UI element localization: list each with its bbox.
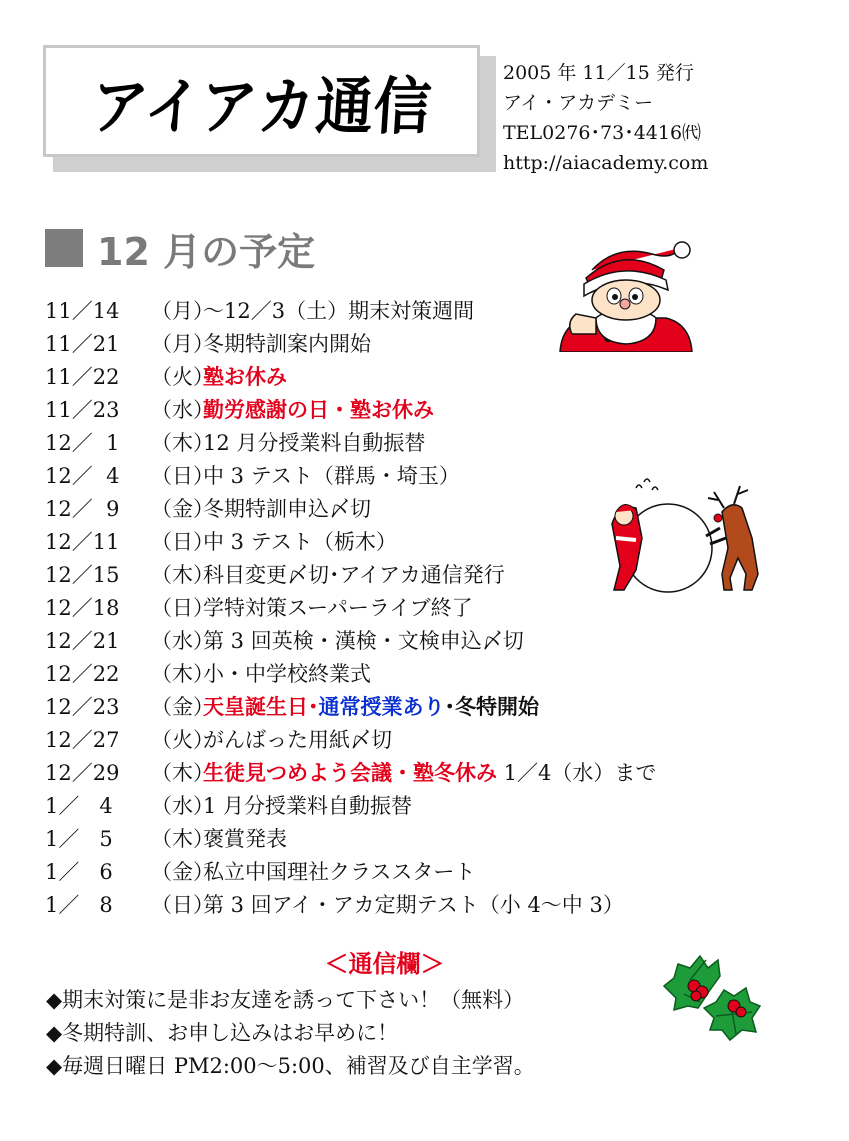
- notice-item: ◆毎週日曜日 PM2:00～5:00、補習及び自主学習。: [46, 1054, 535, 1078]
- schedule-day-of-week: （日）: [151, 596, 214, 620]
- schedule-event: [203, 724, 392, 757]
- schedule-date: 1／ 5: [45, 827, 113, 851]
- schedule-event: [203, 889, 624, 922]
- santa-icon: [556, 240, 696, 352]
- schedule-date: 12／15: [45, 563, 120, 587]
- notice-title: ＜通信欄＞: [324, 950, 445, 978]
- schedule-row: [45, 856, 656, 889]
- schedule-day-of-week: （木）: [151, 563, 214, 587]
- telephone: TEL0276･73･4416㈹: [503, 122, 702, 144]
- event-text: 天皇誕生日･: [203, 695, 319, 719]
- organization-name: アイ・アカデミー: [503, 92, 654, 114]
- schedule-date: 12／ 1: [45, 431, 120, 455]
- schedule-date: 12／29: [45, 761, 120, 785]
- schedule-event: [203, 427, 425, 460]
- schedule-row: [45, 460, 656, 493]
- schedule-event: [203, 823, 287, 856]
- schedule-row: [45, 592, 656, 625]
- schedule-row: [45, 394, 656, 427]
- schedule-day-of-week: （日）: [151, 893, 214, 917]
- schedule-event: [203, 460, 460, 493]
- snowball-reindeer-icon: [602, 478, 786, 596]
- schedule-day-of-week: （火）: [151, 728, 214, 752]
- website-url[interactable]: http://aiacademy.com: [503, 152, 709, 174]
- schedule-event: [203, 394, 434, 427]
- schedule-day-of-week: （木）: [151, 431, 214, 455]
- schedule-row: [45, 823, 656, 856]
- notice-item: ◆期末対策に是非お友達を誘って下さい！（無料）: [46, 988, 525, 1012]
- schedule-day-of-week: （水）: [151, 398, 214, 422]
- schedule-row: [45, 691, 656, 724]
- holly-icon: [660, 950, 764, 1042]
- schedule-event: [203, 691, 539, 724]
- schedule-event: [203, 559, 505, 592]
- schedule-row: [45, 361, 656, 394]
- schedule-date: 12／18: [45, 596, 120, 620]
- schedule-day-of-week: （水）: [151, 794, 214, 818]
- event-text: 通常授業あり: [318, 695, 445, 719]
- schedule-event: [203, 328, 371, 361]
- event-text: 第 3 回アイ・アカ定期テスト（小 4～中 3）: [203, 893, 624, 917]
- schedule-date: 12／ 9: [45, 497, 120, 521]
- event-text: 冬期特訓案内開始: [203, 332, 371, 356]
- schedule-date: 1／ 4: [45, 794, 113, 818]
- event-text: 小・中学校終業式: [203, 662, 371, 686]
- schedule-date: 12／27: [45, 728, 120, 752]
- event-text: がんばった用紙〆切: [203, 728, 392, 752]
- event-text: 科目変更〆切･アイアカ通信発行: [203, 563, 505, 587]
- schedule-day-of-week: （水）: [151, 629, 214, 653]
- schedule-row: [45, 724, 656, 757]
- schedule-event: [203, 790, 412, 823]
- event-text: ～12／3（土）期末対策週間: [203, 299, 475, 323]
- event-text: 勤労感謝の日・塾お休み: [203, 398, 434, 422]
- schedule-date: 1／ 6: [45, 860, 113, 884]
- schedule-event: [203, 757, 656, 790]
- schedule-date: 12／21: [45, 629, 120, 653]
- schedule-event: [203, 361, 287, 394]
- schedule-day-of-week: （金）: [151, 860, 214, 884]
- event-text: 1／4（水）まで: [497, 761, 657, 785]
- section-heading: [45, 224, 315, 272]
- header-info: [503, 58, 708, 178]
- schedule-event: [203, 856, 475, 889]
- schedule-row: [45, 526, 656, 559]
- schedule-row: [45, 493, 656, 526]
- notice-item: ◆冬期特訓、お申し込みはお早めに！: [46, 1021, 399, 1045]
- schedule-list: [45, 295, 656, 922]
- square-bullet-icon: [45, 229, 83, 267]
- schedule-date: 12／22: [45, 662, 120, 686]
- schedule-day-of-week: （日）: [151, 530, 214, 554]
- event-text: 学特対策スーパーライブ終了: [203, 596, 473, 620]
- event-text: 私立中国理社クラススタート: [203, 860, 476, 884]
- event-text: 中 3 テスト（栃木）: [203, 530, 397, 554]
- schedule-day-of-week: （火）: [151, 365, 214, 389]
- schedule-event: [203, 625, 524, 658]
- schedule-row: [45, 790, 656, 823]
- schedule-row: [45, 559, 656, 592]
- section-title: 12 月の予定: [97, 229, 316, 274]
- title-box: [43, 45, 480, 157]
- event-text: ･冬特開始: [444, 695, 539, 719]
- schedule-event: [203, 493, 371, 526]
- schedule-date: 12／ 4: [45, 464, 120, 488]
- schedule-event: [203, 658, 371, 691]
- schedule-date: 11／21: [45, 332, 120, 356]
- event-text: 生徒見つめよう会議・塾冬休み: [203, 761, 497, 785]
- schedule-event: [203, 592, 473, 625]
- event-text: 中 3 テスト（群馬・埼玉）: [203, 464, 460, 488]
- schedule-event: [203, 526, 397, 559]
- schedule-row: [45, 427, 656, 460]
- schedule-date: 12／23: [45, 695, 120, 719]
- schedule-date: 1／ 8: [45, 893, 113, 917]
- event-text: 第 3 回英検・漢検・文検申込〆切: [203, 629, 524, 653]
- schedule-date: 11／23: [45, 398, 120, 422]
- event-text: 1 月分授業料自動振替: [203, 794, 413, 818]
- schedule-row: [45, 625, 656, 658]
- event-text: 褒賞発表: [203, 827, 287, 851]
- schedule-day-of-week: （月）: [151, 299, 214, 323]
- newsletter-title: アイアカ通信: [88, 69, 434, 143]
- event-text: 冬期特訓申込〆切: [203, 497, 371, 521]
- schedule-day-of-week: （月）: [151, 332, 214, 356]
- schedule-day-of-week: （木）: [151, 827, 214, 851]
- schedule-day-of-week: （木）: [151, 761, 214, 785]
- schedule-row: [45, 757, 656, 790]
- schedule-day-of-week: （金）: [151, 497, 214, 521]
- issue-date: 2005 年 11／15 発行: [503, 62, 694, 84]
- notice-list: [46, 984, 535, 1083]
- schedule-row: [45, 658, 656, 691]
- schedule-date: 11／14: [45, 299, 120, 323]
- schedule-row: [45, 889, 656, 922]
- schedule-day-of-week: （木）: [151, 662, 214, 686]
- event-text: 12 月分授業料自動振替: [203, 431, 426, 455]
- schedule-day-of-week: （金）: [151, 695, 214, 719]
- schedule-event: [203, 295, 474, 328]
- schedule-day-of-week: （日）: [151, 464, 214, 488]
- schedule-date: 12／11: [45, 530, 120, 554]
- schedule-date: 11／22: [45, 365, 120, 389]
- event-text: 塾お休み: [203, 365, 287, 389]
